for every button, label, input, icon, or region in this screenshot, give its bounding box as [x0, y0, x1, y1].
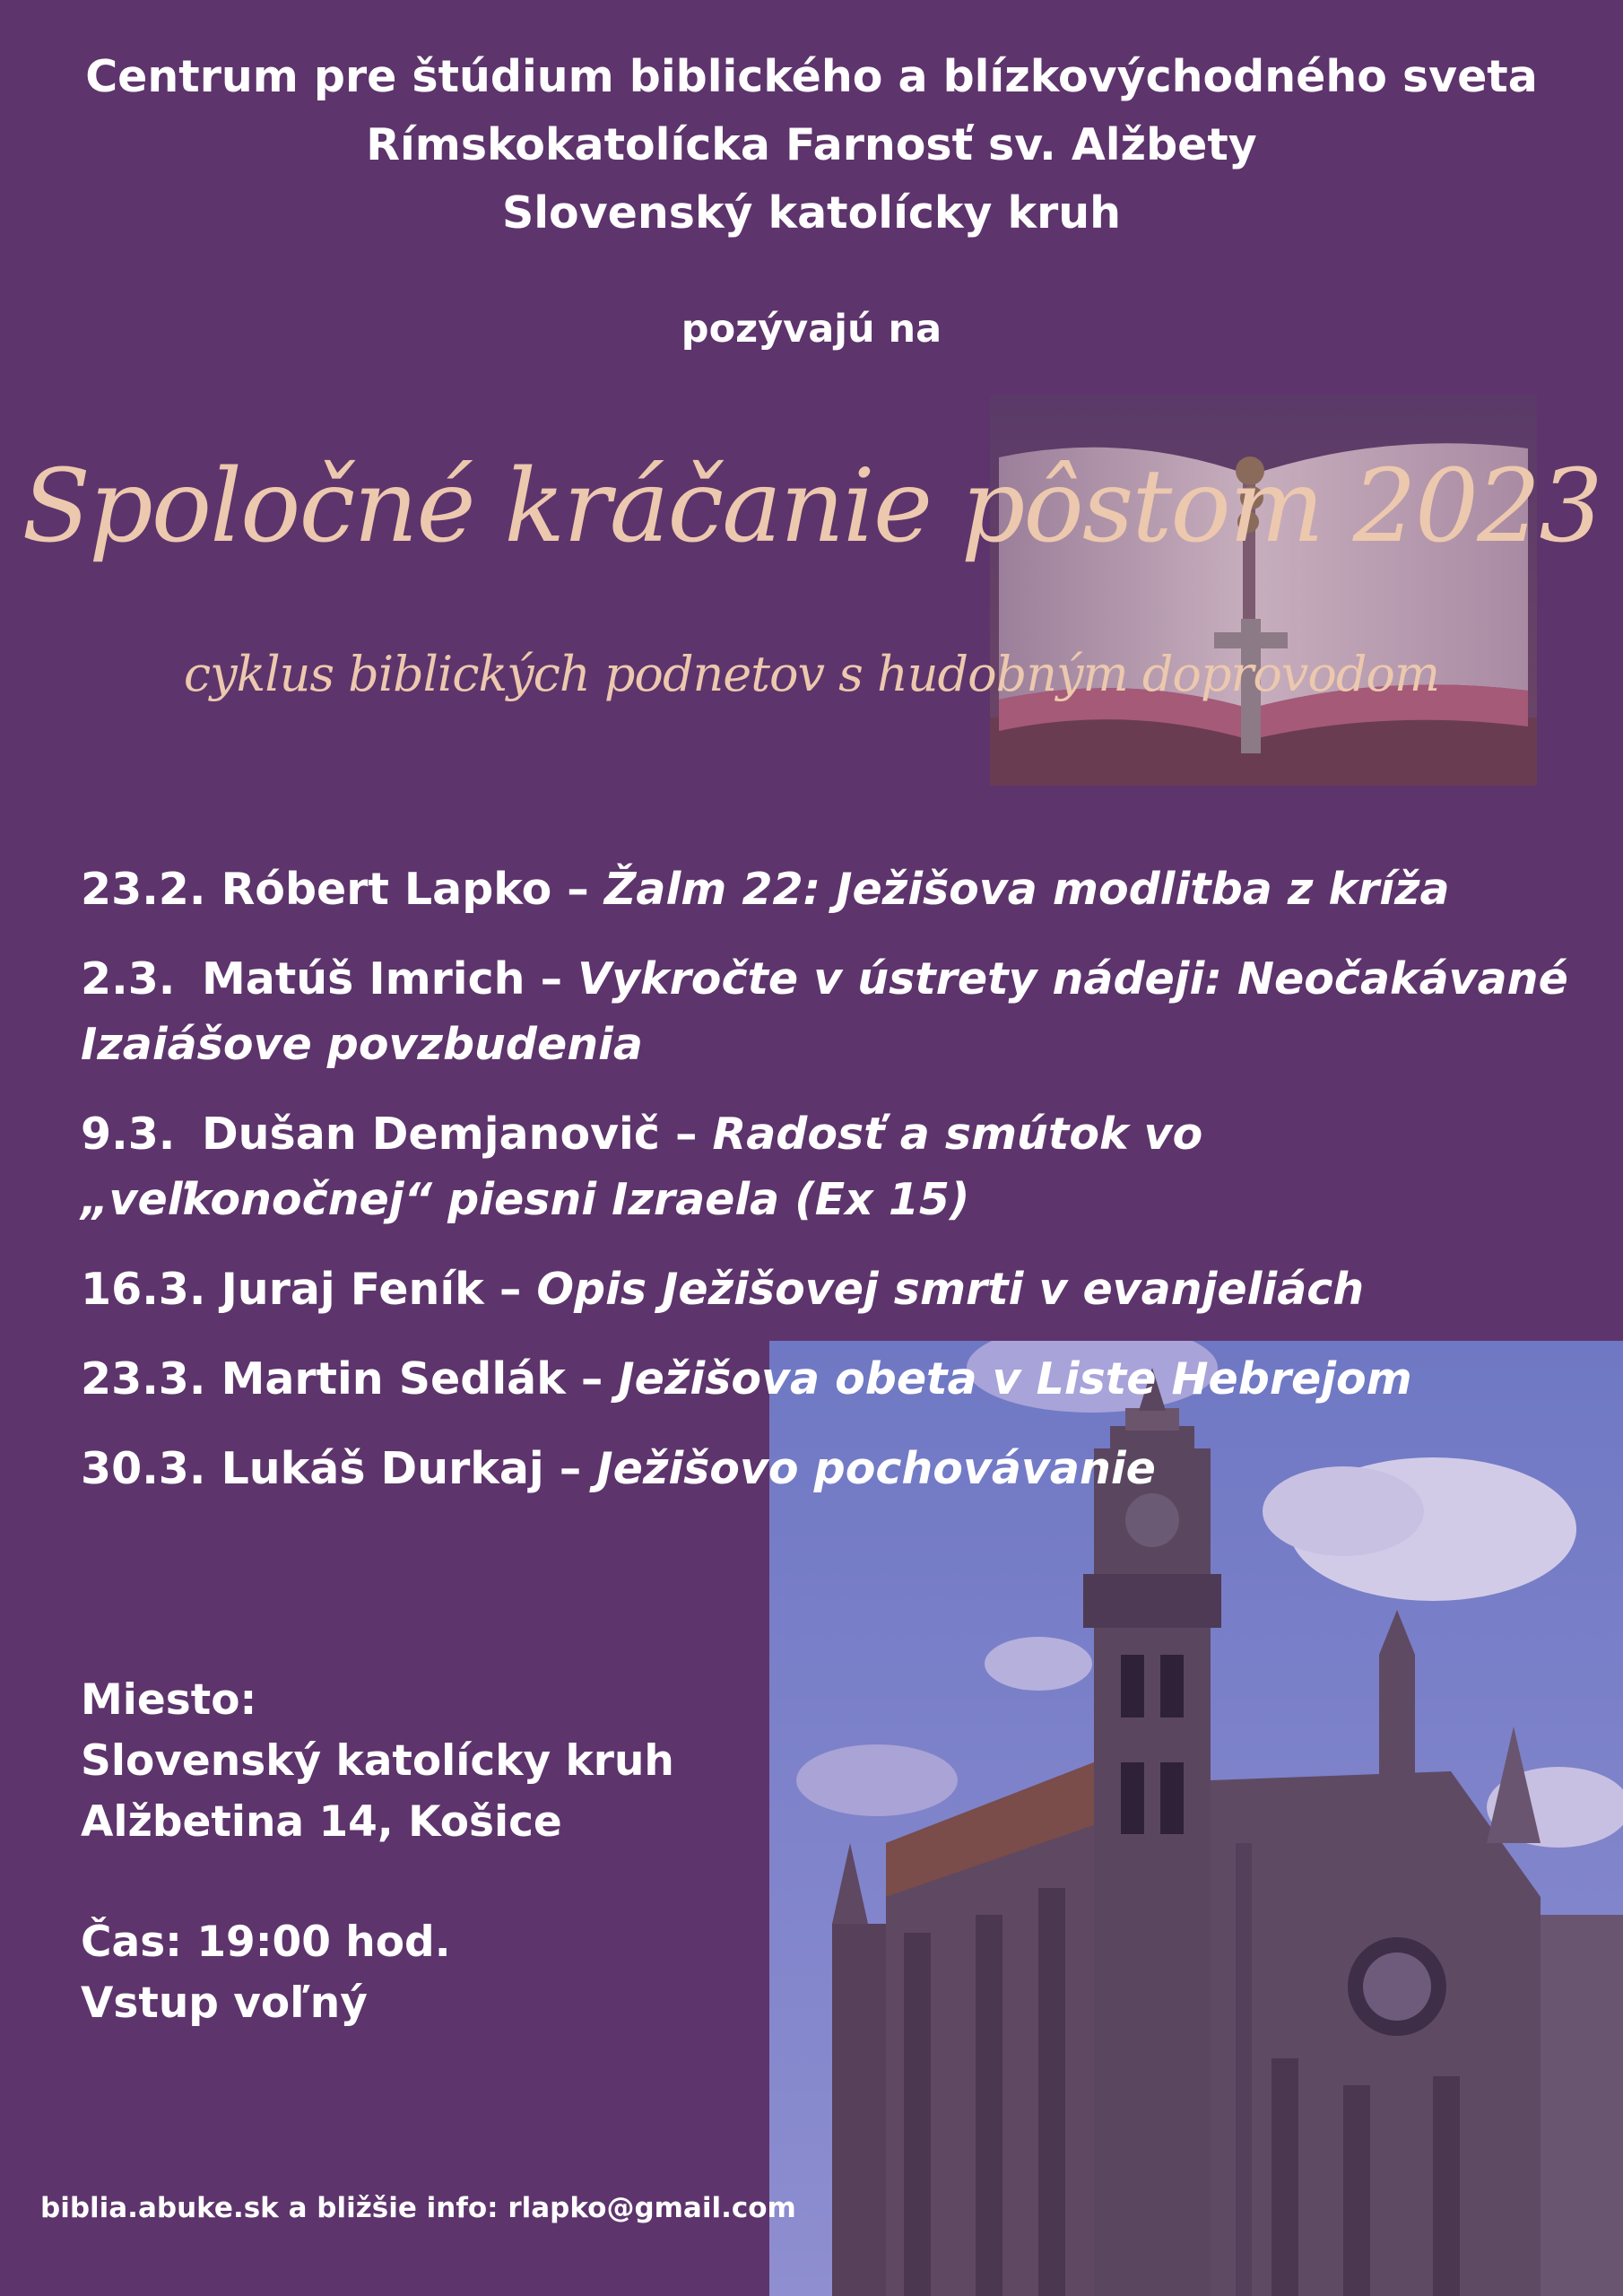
- place-block: [81, 1670, 674, 1853]
- footer-contact: biblia.abuke.sk a bližšie info: rlapko@gmail.com: [40, 2192, 796, 2224]
- lecture-topic: Radosť a smútok vo „veľkonočnej“ piesni Izraela (Ex 15): [81, 1109, 1203, 1225]
- lecture-speaker: Lukáš Durkaj –: [221, 1443, 582, 1494]
- entry-note: Vstup voľný: [81, 1979, 368, 2028]
- lecture-date: 23.3.: [81, 1353, 206, 1405]
- event-subtitle: cyklus biblických podnetov s hudobným doprovodom: [183, 646, 1440, 702]
- lecture-item: [81, 946, 1569, 1077]
- lecture-date: 23.2.: [81, 864, 206, 915]
- lecture-topic: Vykročte v ústrety nádeji: Neočakávané Izaiášove povzbudenia: [81, 953, 1568, 1070]
- lecture-date: 16.3.: [81, 1264, 206, 1315]
- event-title: Spoločné kráčanie pôstom 2023: [22, 448, 1601, 565]
- place-address: Alžbetina 14, Košice: [81, 1797, 562, 1847]
- lecture-item: [81, 1436, 1569, 1501]
- lecture-item: [81, 1257, 1569, 1322]
- lecture-speaker: Róbert Lapko –: [221, 864, 589, 915]
- organizer-line: Slovenský katolícky kruh: [501, 187, 1122, 239]
- organizers-block: [0, 43, 1623, 248]
- lecture-item: [81, 857, 1569, 922]
- place-venue: Slovenský katolícky kruh: [81, 1736, 674, 1786]
- lecture-topic: Ježišovo pochovávanie: [596, 1443, 1156, 1494]
- invite-text: pozývajú na: [681, 307, 942, 352]
- lecture-item: [81, 1346, 1569, 1412]
- time-block: [81, 1912, 451, 2034]
- lecture-topic: Opis Ježišovej smrti v evanjeliách: [536, 1264, 1365, 1315]
- lecture-topic: Ježišova obeta v Liste Hebrejom: [618, 1353, 1412, 1405]
- lecture-speaker: Juraj Feník –: [221, 1264, 522, 1315]
- lecture-topic: Žalm 22: Ježišova modlitba z kríža: [603, 864, 1450, 915]
- lecture-date: 9.3.: [81, 1109, 176, 1160]
- organizer-line: Centrum pre štúdium biblického a blízkovýchodného sveta: [85, 51, 1538, 102]
- lecture-date: 2.3.: [81, 953, 176, 1004]
- place-label: Miesto:: [81, 1675, 257, 1725]
- lecture-date: 30.3.: [81, 1443, 206, 1494]
- lecture-speaker: Martin Sedlák –: [221, 1353, 603, 1405]
- lecture-speaker: Matúš Imrich –: [202, 953, 563, 1004]
- event-time: Čas: 19:00 hod.: [81, 1918, 451, 1967]
- organizer-line: Rímskokatolícka Farnosť sv. Alžbety: [366, 119, 1257, 170]
- lecture-item: [81, 1101, 1569, 1232]
- lecture-speaker: Dušan Demjanovič –: [202, 1109, 698, 1160]
- lecture-list: [81, 857, 1569, 1526]
